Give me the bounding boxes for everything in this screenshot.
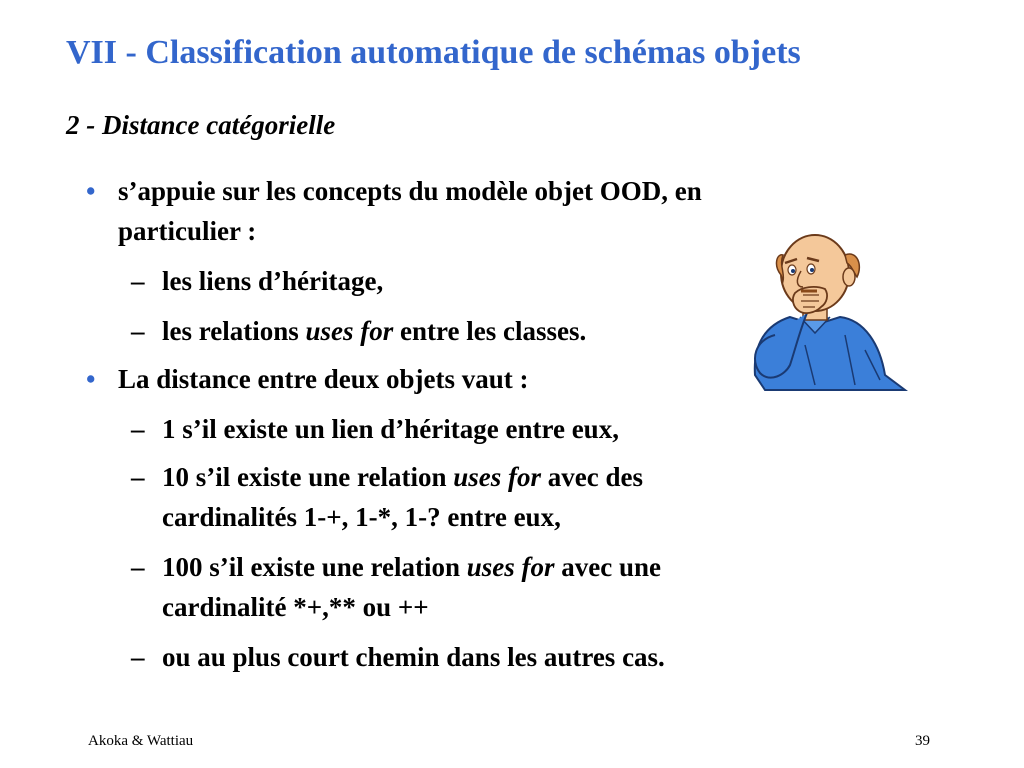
sub-bullet-text: ou au plus court chemin dans les autres cas. xyxy=(162,642,665,672)
slide-subtitle: 2 - Distance catégorielle xyxy=(66,110,336,140)
sub-bullet-text-continued: cardinalité *+,** ou ++ xyxy=(162,592,429,622)
footer-authors: Akoka & Wattiau xyxy=(88,733,194,749)
sub-bullet-text xyxy=(162,314,586,348)
emphasized-term: uses for xyxy=(466,552,555,582)
thinking-man-clipart xyxy=(745,225,910,400)
sub-bullet-text-continued: cardinalités 1-+, 1-*, 1-? entre eux, xyxy=(162,502,561,532)
text-segment: 100 s’il existe une relation xyxy=(162,552,467,582)
sub-bullet-marker: – xyxy=(131,266,145,296)
text-segment: entre les classes. xyxy=(393,316,587,346)
bullet-marker: • xyxy=(86,176,96,206)
emphasized-term: uses for xyxy=(453,462,541,492)
sub-bullet-text: les liens d’héritage, xyxy=(162,266,384,296)
page-number: 39 xyxy=(915,733,930,749)
sub-bullet-marker: – xyxy=(131,316,145,346)
bullet-text-continued: particulier : xyxy=(118,216,257,246)
slide-title: VII - Classification automatique de schémas objets xyxy=(66,34,801,71)
bullet-text: La distance entre deux objets vaut : xyxy=(118,364,529,394)
emphasized-term: uses for xyxy=(305,316,394,346)
text-segment: avec une xyxy=(554,552,661,582)
sub-bullet-marker: – xyxy=(131,462,145,492)
sub-bullet-marker: – xyxy=(131,552,145,582)
sub-bullet-text xyxy=(162,550,661,584)
text-segment: 10 s’il existe une relation xyxy=(162,462,454,492)
text-segment: les relations xyxy=(162,316,306,346)
text-segment: avec des xyxy=(541,462,643,492)
bullet-marker: • xyxy=(86,364,96,394)
bullet-text: s’appuie sur les concepts du modèle objet OOD, en xyxy=(118,176,702,206)
sub-bullet-text: 1 s’il existe un lien d’héritage entre eux, xyxy=(162,414,619,444)
sub-bullet-marker: – xyxy=(131,642,145,672)
sub-bullet-marker: – xyxy=(131,414,145,444)
sub-bullet-text xyxy=(162,460,643,494)
